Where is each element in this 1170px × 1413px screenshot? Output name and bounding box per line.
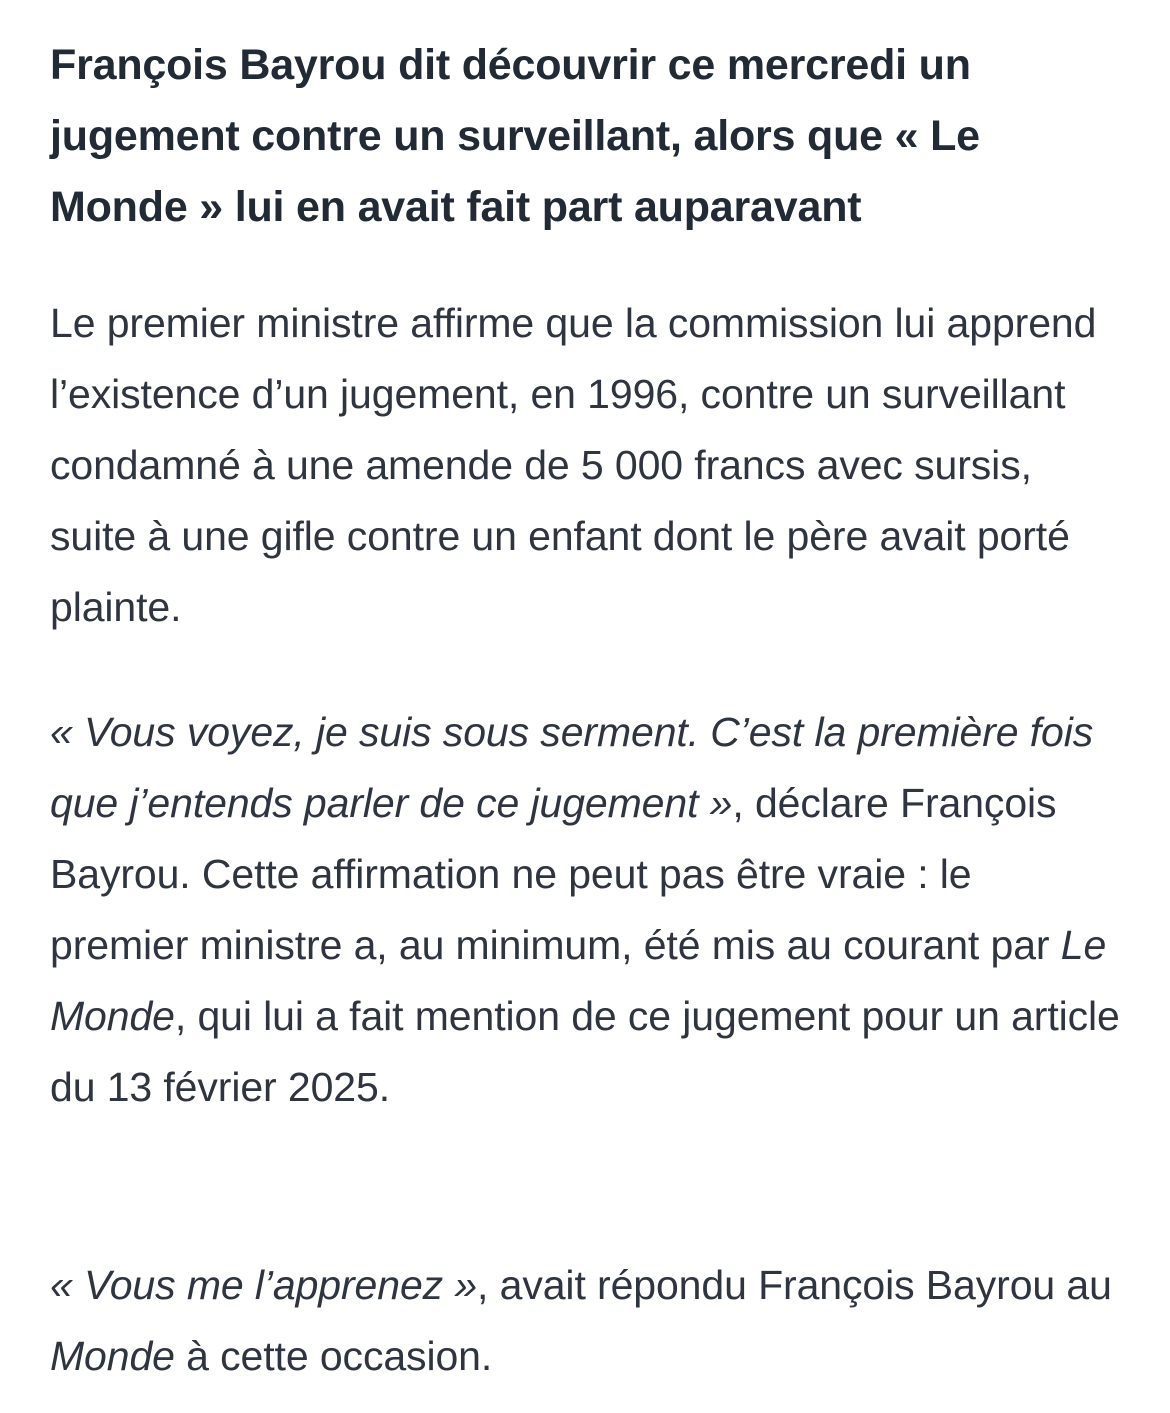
quote: « Vous voyez, je suis sous serment. C’est la première fois que j’entends parler de ce jugement » — [50, 709, 1094, 826]
paragraph-3 — [50, 1250, 1120, 1392]
paragraph-text: , avait répondu François Bayrou au — [477, 1262, 1112, 1308]
article-headline: François Bayrou dit découvrir ce mercredi un jugement contre un surveillant, alors que « Le Monde » lui en avait fait part auparavant — [50, 41, 980, 231]
paragraph-text: , déclare François Bayrou. Cette affirmation ne peut pas être vraie : le premier ministre a, au minimum, été mis au courant par — [50, 780, 1061, 968]
paragraph-1: Le premier ministre affirme que la commission lui apprend l’existence d’un jugement, en 1996, contre un surveillant condamné à une amende de 5 000 francs avec sursis, suite à une gifle contre un enfant dont le père avait porté plainte. — [50, 300, 1097, 630]
newspaper-name: Le Monde — [50, 922, 1107, 1039]
paragraph-text: , qui lui a fait mention de ce jugement pour un article du 13 février 2025. — [50, 993, 1120, 1110]
quote: « Vous me l’apprenez » — [50, 1262, 478, 1308]
newspaper-name: Monde — [50, 1333, 175, 1379]
paragraph-2 — [50, 697, 1120, 1123]
paragraph-text: à cette occasion. — [174, 1333, 493, 1379]
